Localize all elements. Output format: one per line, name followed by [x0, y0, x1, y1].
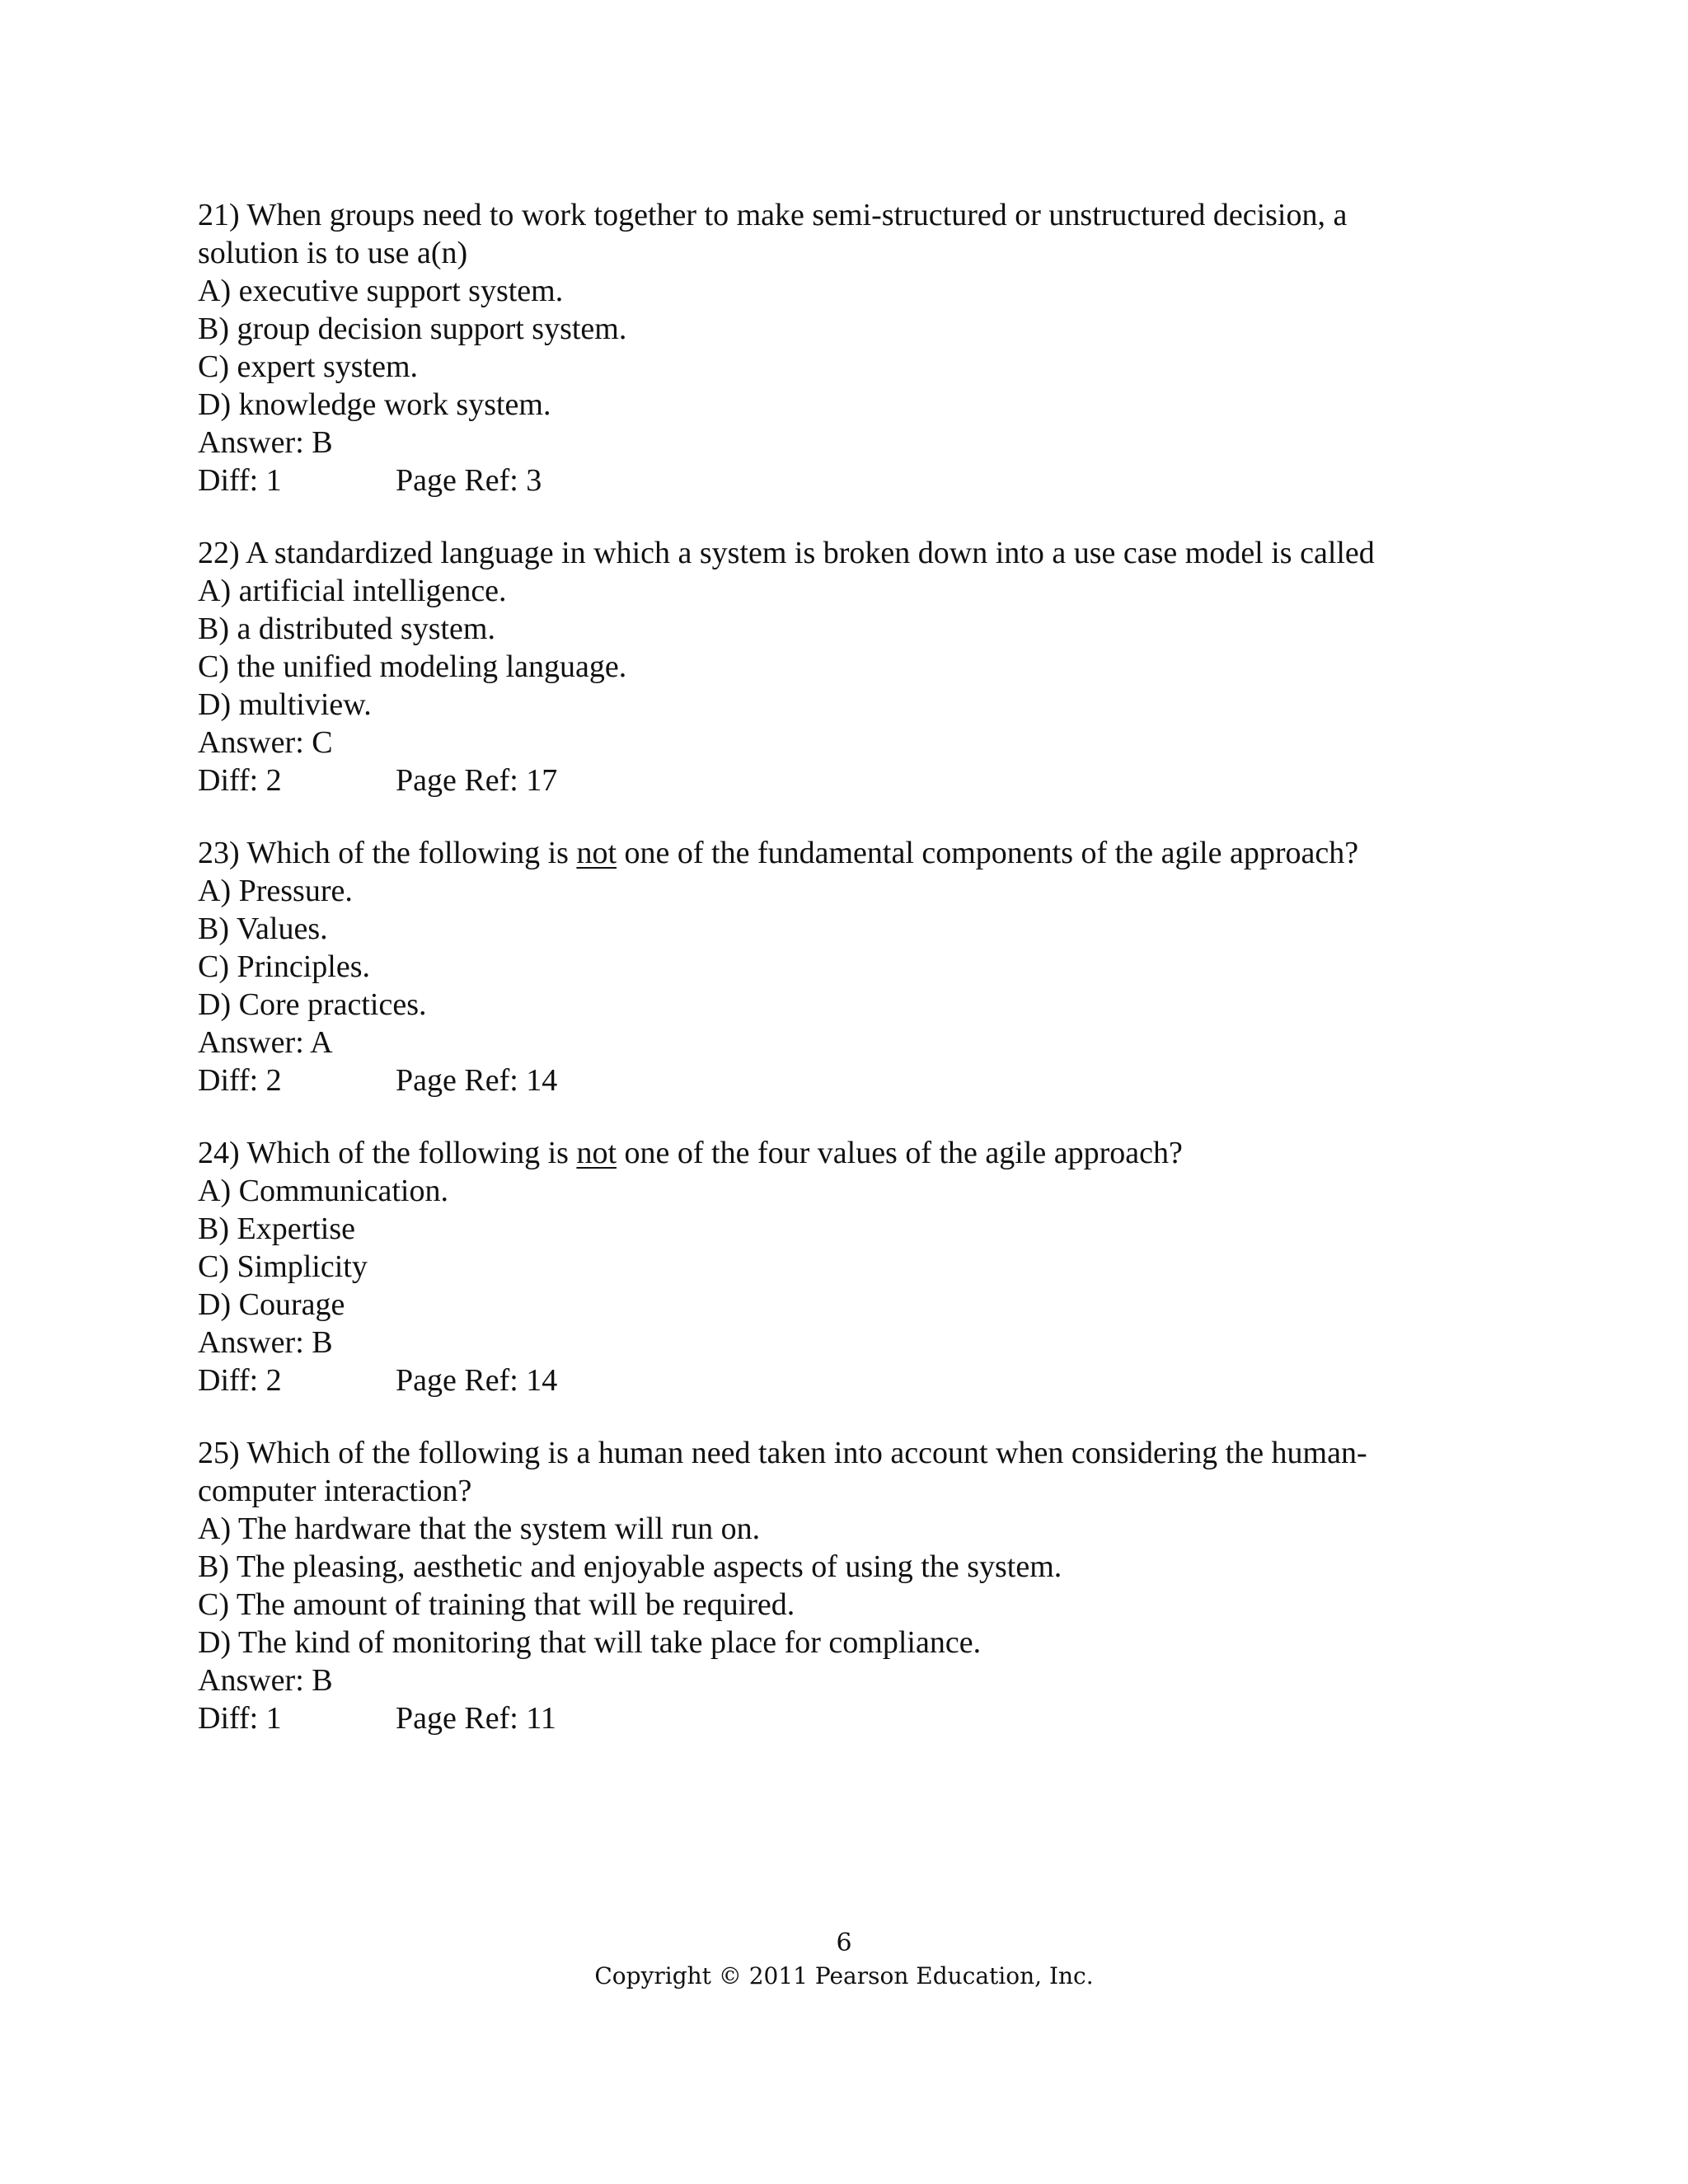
difficulty: Diff: 2: [198, 1063, 282, 1098]
emphasis-not: not: [576, 1136, 617, 1170]
question-21: [198, 196, 1484, 499]
emphasis-not: not: [576, 836, 617, 870]
option-a: A) Communication.: [198, 1174, 448, 1208]
answer: Answer: B: [198, 1325, 333, 1360]
page-ref: Page Ref: 17: [396, 763, 558, 798]
copyright-notice: Copyright © 2011 Pearson Education, Inc.: [594, 1962, 1094, 1990]
question-meta: [198, 1699, 1484, 1737]
difficulty: Diff: 1: [198, 1701, 282, 1736]
option-c: C) Simplicity: [198, 1249, 368, 1284]
difficulty: Diff: 2: [198, 763, 282, 798]
page-ref: Page Ref: 14: [396, 1363, 558, 1398]
option-a: A) Pressure.: [198, 874, 353, 908]
difficulty: Diff: 1: [198, 463, 282, 498]
question-stem: [198, 1134, 1484, 1172]
answer: Answer: B: [198, 425, 333, 460]
question-23: [198, 834, 1484, 1099]
question-stem: [198, 834, 1484, 872]
page-number: 6: [836, 1929, 852, 1957]
question-stem-text: 23) Which of the following is: [198, 836, 577, 870]
question-stem-text: 22) A standardized language in which a system is broken down into a use case model is called: [198, 536, 1375, 570]
question-meta: [198, 1361, 1484, 1399]
page-footer: [0, 1927, 1688, 1993]
question-meta: [198, 462, 1484, 499]
question-meta: [198, 762, 1484, 799]
question-stem-text: 25) Which of the following is a human need taken into account when considering the human-computer interaction?: [198, 1436, 1367, 1508]
option-a: A) The hardware that the system will run on.: [198, 1511, 761, 1546]
option-a: A) executive support system.: [198, 274, 564, 308]
question-stem-text-end: one of the four values of the agile approach?: [617, 1136, 1183, 1170]
question-stem: [198, 196, 1451, 272]
option-d: D) Courage: [198, 1287, 345, 1322]
question-stem-text-end: one of the fundamental components of the agile approach?: [617, 836, 1359, 870]
page-ref: Page Ref: 14: [396, 1063, 558, 1098]
difficulty: Diff: 2: [198, 1363, 282, 1398]
option-d: D) multiview.: [198, 687, 372, 722]
question-22: [198, 534, 1484, 799]
option-d: D) Core practices.: [198, 987, 427, 1022]
answer: Answer: B: [198, 1663, 333, 1698]
option-b: B) a distributed system.: [198, 612, 495, 646]
answer: Answer: C: [198, 725, 333, 760]
option-b: B) The pleasing, aesthetic and enjoyable aspects of using the system.: [198, 1549, 1062, 1584]
option-b: B) Expertise: [198, 1212, 356, 1246]
option-c: C) the unified modeling language.: [198, 649, 627, 684]
question-stem-text: 21) When groups need to work together to make semi-structured or unstructured decision, a solution is to use a(n): [198, 198, 1348, 270]
option-c: C) expert system.: [198, 349, 419, 384]
question-24: [198, 1134, 1484, 1399]
option-c: C) The amount of training that will be required.: [198, 1587, 795, 1622]
option-d: D) The kind of monitoring that will take place for compliance.: [198, 1625, 982, 1660]
answer: Answer: A: [198, 1025, 333, 1060]
question-stem-text: 24) Which of the following is: [198, 1136, 577, 1170]
page-ref: Page Ref: 11: [396, 1701, 556, 1736]
option-b: B) Values.: [198, 912, 328, 946]
question-stem: [198, 534, 1484, 572]
option-d: D) knowledge work system.: [198, 387, 551, 422]
option-b: B) group decision support system.: [198, 312, 627, 346]
question-meta: [198, 1062, 1484, 1099]
page-ref: Page Ref: 3: [396, 463, 542, 498]
option-c: C) Principles.: [198, 949, 370, 984]
question-25: [198, 1434, 1484, 1737]
option-a: A) artificial intelligence.: [198, 574, 507, 608]
question-list: [198, 196, 1484, 1772]
question-stem: [198, 1434, 1442, 1510]
